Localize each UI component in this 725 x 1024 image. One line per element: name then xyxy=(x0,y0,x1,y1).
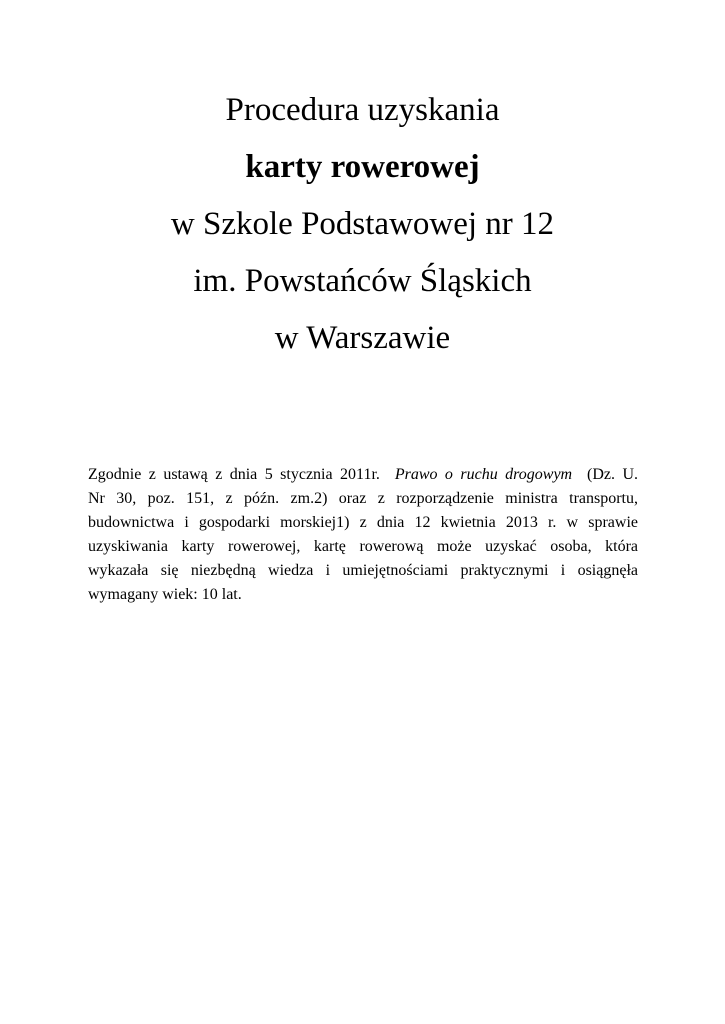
title-line-1: Procedura uzyskania xyxy=(225,92,500,128)
title-line-3: w Szkole Podstawowej nr 12 xyxy=(170,206,555,242)
body-line-4: uzyskiwania karty rowerowej, kartę rowerową może uzyskać osoba, która xyxy=(88,538,638,555)
body-line-1-post: (Dz. U. xyxy=(587,466,639,483)
body-line-1 xyxy=(88,463,638,487)
law-title: Prawo o ruchu drogowym xyxy=(394,466,573,483)
body-line-6: wymagany wiek: 10 lat. xyxy=(88,586,242,603)
document-title xyxy=(0,82,725,367)
body-line-1-pre: Zgodnie z ustawą z dnia 5 stycznia 2011r. xyxy=(88,466,380,483)
body-line-3: budownictwa i gospodarki morskiej1) z dnia 12 kwietnia 2013 r. w sprawie xyxy=(88,514,638,531)
body-paragraph xyxy=(88,463,638,607)
body-line-5: wykazała się niezbędną wiedza i umiejętnościami praktycznymi i osiągnęła xyxy=(88,562,638,579)
title-line-2: karty rowerowej xyxy=(245,149,480,185)
title-line-4: im. Powstańców Śląskich xyxy=(193,263,532,299)
body-line-2: Nr 30, poz. 151, z późn. zm.2) oraz z rozporządzenie ministra transportu, xyxy=(88,490,638,507)
title-line-5: w Warszawie xyxy=(274,320,451,356)
